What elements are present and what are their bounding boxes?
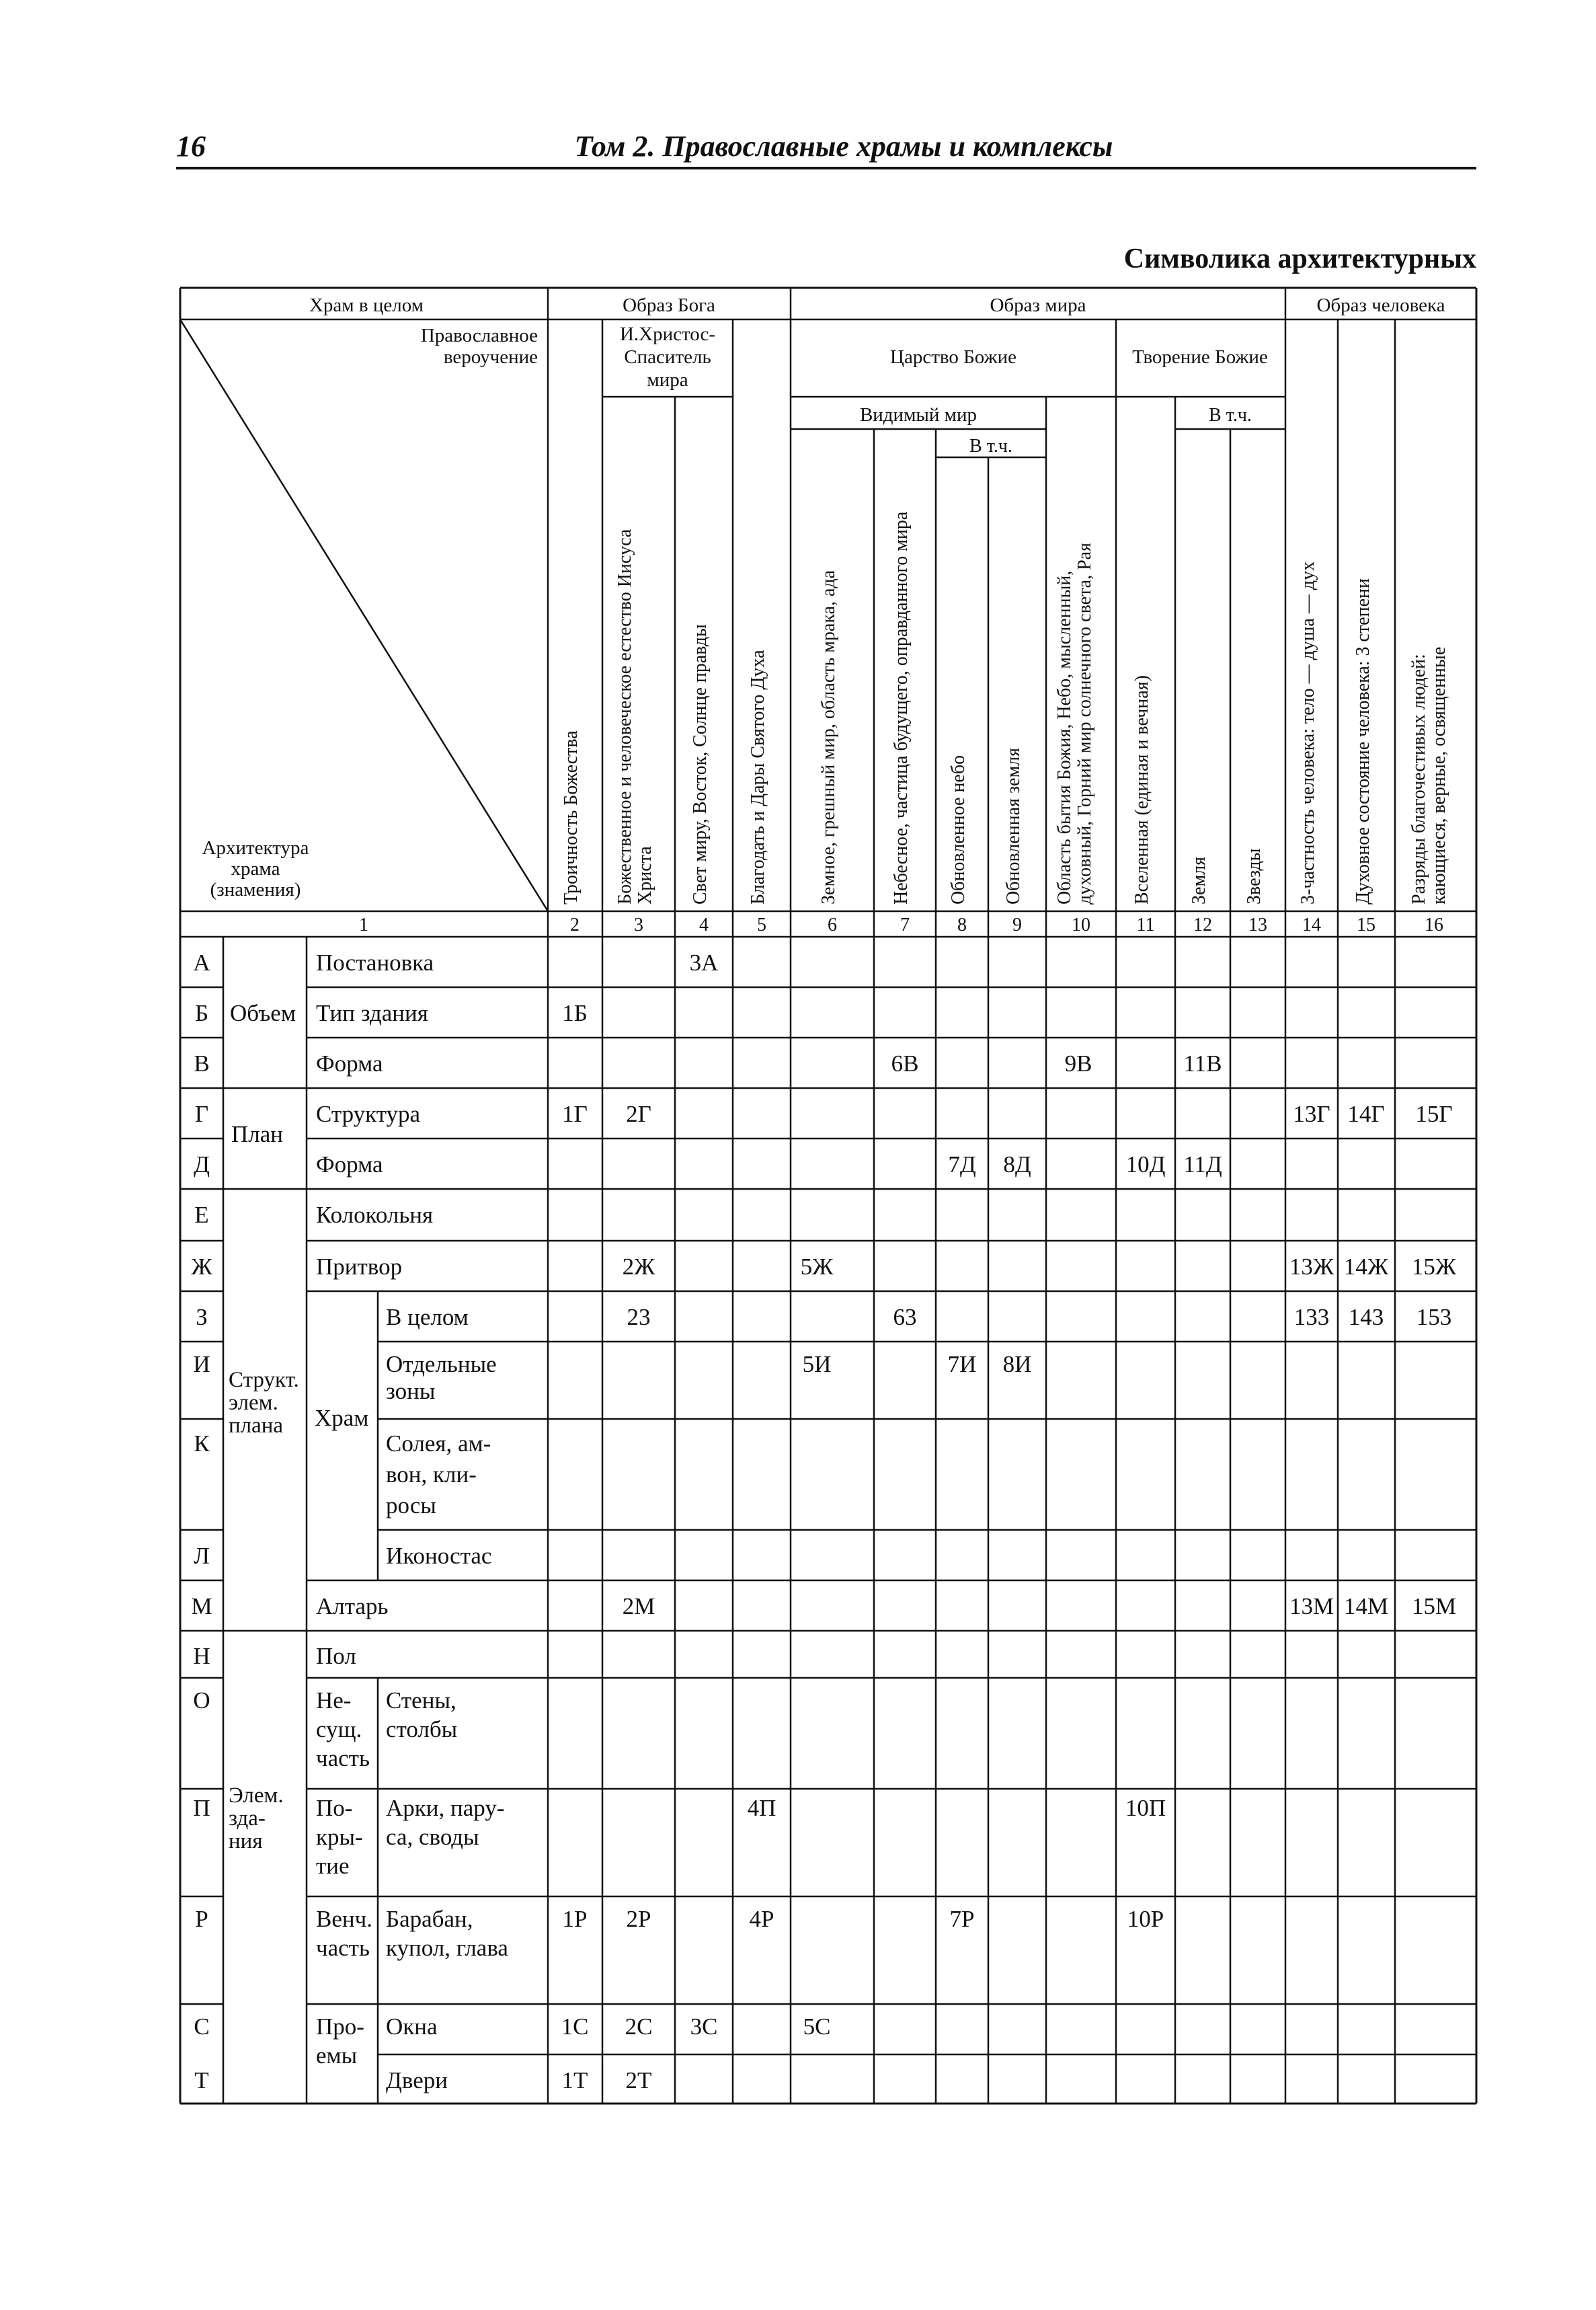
label-nesush-2: сущ. [316, 1716, 362, 1742]
cell-value: 1С [561, 2013, 589, 2040]
column-header-vertical: Божественное и человеческое естество Иисуса [614, 529, 635, 904]
cell-value: 2Т [625, 2067, 652, 2093]
column-header-vertical: Троичность Божества [561, 730, 582, 904]
column-header-vertical: Земное, грешный мир, область мрака, ада [818, 570, 839, 904]
row-letters [191, 950, 212, 2093]
label-baraban-2: купол, глава [386, 1935, 508, 1961]
section-title: Символика архитектурных [1123, 243, 1476, 274]
cell-value: 10Р [1127, 1906, 1164, 1932]
christ-1: И.Христос- [619, 323, 716, 345]
cell-value: 14Ж [1343, 1254, 1389, 1280]
label-nesush-1: Не- [316, 1687, 352, 1714]
creation-of-god: Творение Божие [1132, 346, 1268, 368]
column-header-vertical: кающиеся, верные, освященные [1429, 646, 1449, 904]
cell-value: 10П [1125, 1795, 1166, 1821]
column-number: 6 [828, 915, 837, 935]
cell-values [561, 950, 1457, 2093]
row-letter: Р [195, 1906, 208, 1932]
cell-value: 10Д [1125, 1151, 1166, 1178]
label-otdelnye-zony-1: Отдельные [386, 1351, 497, 1377]
column-number: 3 [634, 915, 643, 935]
column-number: 14 [1302, 915, 1321, 935]
group-building-2: зда- [229, 1806, 266, 1831]
row-letter: Б [194, 1000, 209, 1026]
label-proemy-1: Про- [316, 2013, 364, 2040]
label-dveri: Двери [386, 2067, 448, 2093]
column-header-vertical: Обновленное небо [948, 755, 969, 904]
label-vench-2: часть [316, 1935, 370, 1961]
cell-value: 8И [1002, 1351, 1032, 1377]
label-forma-v: Форма [316, 1050, 383, 1077]
cell-value: 23 [627, 1304, 651, 1330]
column-number: 12 [1193, 915, 1212, 935]
including-a: В т.ч. [969, 436, 1012, 457]
row-letter: Г [194, 1101, 209, 1127]
cell-value: 153 [1416, 1304, 1452, 1330]
group-volume: Объем [230, 1000, 296, 1026]
cell-value: 11Д [1183, 1151, 1222, 1178]
label-arki-2: са, своды [386, 1824, 479, 1850]
cell-value: 13Г [1293, 1101, 1330, 1127]
column-header-vertical: Обновленная земля [1003, 747, 1024, 904]
label-forma-d: Форма [316, 1151, 383, 1178]
cell-value: 14Г [1347, 1101, 1385, 1127]
including-b: В т.ч. [1209, 405, 1252, 426]
volume-title: Том 2. Православные храмы и комплексы [574, 130, 1113, 163]
row-letter: Е [194, 1202, 209, 1228]
label-postanovka: Постановка [316, 950, 434, 976]
cell-value: 13Ж [1289, 1254, 1334, 1280]
group-temple-whole: Храм в целом [309, 295, 424, 316]
row-letter: М [191, 1593, 212, 1619]
row-letter: Т [194, 2067, 209, 2093]
group-plan: План [231, 1121, 284, 1147]
label-nesush-3: часть [316, 1745, 370, 1771]
kingdom-of-god: Царство Божие [890, 346, 1016, 368]
corner-bottom-3: (знамения) [210, 879, 301, 900]
label-struktura: Структура [316, 1101, 421, 1127]
column-header-vertical: Земля [1189, 856, 1209, 904]
row-letter: Л [194, 1543, 210, 1569]
label-steny-1: Стены, [386, 1687, 456, 1714]
group-struct-3: плана [229, 1414, 284, 1438]
column-number: 5 [757, 915, 766, 935]
group-temple: Храм [315, 1405, 369, 1431]
cell-value: 15Ж [1411, 1254, 1457, 1280]
row-labels [316, 950, 508, 2093]
cell-value: 143 [1348, 1304, 1384, 1330]
column-number: 1 [359, 915, 368, 935]
cell-value: 63 [893, 1304, 917, 1330]
column-header-vertical: Духовное состояние человека: 3 степени [1353, 578, 1373, 904]
column-number: 8 [957, 915, 967, 935]
label-pokrytie-3: тие [316, 1853, 350, 1879]
label-steny-2: столбы [386, 1716, 458, 1742]
label-okna: Окна [386, 2013, 438, 2040]
label-proemy-2: емы [316, 2042, 358, 2069]
label-pokrytie-2: кры- [316, 1824, 363, 1850]
cell-value: 6В [891, 1050, 919, 1077]
row-letter: П [193, 1795, 210, 1821]
column-header-vertical: Небесное, частица будущего, оправданного мира [891, 511, 912, 904]
row-letter: З [196, 1304, 208, 1330]
row-letter: И [193, 1351, 210, 1377]
cell-value: 8Д [1003, 1151, 1031, 1178]
christ-2: Спаситель [624, 346, 711, 368]
group-struct-2: элем. [229, 1391, 278, 1415]
group-image-world: Образ мира [990, 295, 1086, 316]
row-letter: О [193, 1687, 210, 1714]
cell-value: 2Р [626, 1906, 651, 1932]
column-header-vertical: Разряды благочестивых людей: [1408, 654, 1429, 904]
cell-value: 5С [803, 2013, 831, 2040]
cell-value: 1Б [562, 1000, 588, 1026]
table-grid [180, 288, 1476, 2104]
column-header-vertical: Христа [635, 846, 655, 904]
label-v-celom: В целом [386, 1304, 469, 1330]
column-number: 7 [900, 915, 910, 935]
column-number: 2 [570, 915, 580, 935]
label-otdelnye-zony-2: зоны [386, 1378, 436, 1404]
column-number: 4 [699, 915, 709, 935]
group-building-1: Элем. [229, 1783, 284, 1808]
corner-bottom-2: храма [231, 858, 280, 880]
group-image-god: Образ Бога [623, 295, 715, 316]
vertical-headers [561, 511, 1449, 904]
row-letter: А [193, 950, 210, 976]
label-pokrytie-1: По- [316, 1795, 353, 1821]
group-building-3: ния [229, 1829, 263, 1853]
cell-value: 15Г [1415, 1101, 1453, 1127]
cell-value: 5Ж [800, 1254, 834, 1280]
cell-value: 2Ж [622, 1254, 655, 1280]
column-number: 13 [1248, 915, 1267, 935]
column-header-vertical: Область бытия Божия, Небо, мысленный, [1054, 570, 1075, 904]
label-altar: Алтарь [316, 1593, 389, 1619]
cell-value: 5И [802, 1351, 832, 1377]
visible-world: Видимый мир [859, 404, 977, 426]
cell-value: 11В [1183, 1050, 1222, 1077]
label-soleya-3: росы [386, 1492, 436, 1518]
label-kolokolnya: Колокольня [316, 1202, 434, 1228]
row-letter: С [194, 2013, 210, 2040]
cell-value: 3С [690, 2013, 718, 2040]
column-header-vertical: Вселенная (единая и вечная) [1131, 675, 1152, 904]
label-ikonostas: Иконостас [386, 1543, 492, 1569]
cell-value: 9В [1064, 1050, 1092, 1077]
label-pol: Пол [316, 1643, 356, 1669]
cell-value: 15М [1411, 1593, 1457, 1619]
column-header-vertical: Свет миру, Восток, Солнце правды [690, 624, 711, 904]
christ-3: мира [647, 369, 688, 391]
corner-top-2: вероучение [443, 346, 538, 368]
cell-value: 2Г [626, 1101, 651, 1127]
cell-value: 4Р [749, 1906, 774, 1932]
cell-value: 7И [947, 1351, 977, 1377]
label-baraban-1: Барабан, [386, 1906, 473, 1932]
cell-value: 7Д [948, 1151, 976, 1178]
column-numbers [359, 915, 1443, 935]
label-soleya-1: Солея, ам- [386, 1430, 491, 1457]
group-image-man: Образ человека [1316, 295, 1445, 316]
column-header-vertical: 3-частность человека: тело — душа — дух [1298, 561, 1318, 904]
cell-value: 1Г [562, 1101, 588, 1127]
label-tip-zdaniya: Тип здания [316, 1000, 428, 1026]
row-letter: Д [194, 1151, 210, 1178]
column-header-vertical: духовный, Горний мир солнечного света, Рая [1074, 543, 1095, 904]
page-number: 16 [176, 130, 206, 163]
row-letter: Ж [191, 1254, 212, 1280]
column-number: 10 [1072, 915, 1090, 935]
column-number: 9 [1012, 915, 1022, 935]
cell-value: 133 [1293, 1304, 1330, 1330]
cell-value: 2М [622, 1593, 655, 1619]
cell-value: 13М [1289, 1593, 1334, 1619]
cell-value: 2С [625, 2013, 653, 2040]
row-letter: В [194, 1050, 210, 1077]
column-number: 15 [1357, 915, 1375, 935]
corner-top-1: Православное [420, 325, 538, 346]
label-arki-1: Арки, пару- [386, 1795, 505, 1821]
label-soleya-2: вон, кли- [386, 1461, 477, 1488]
column-number: 11 [1136, 915, 1155, 935]
label-vench-1: Венч. [316, 1906, 372, 1932]
cell-value: 4П [747, 1795, 776, 1821]
corner-bottom-1: Архитектура [202, 837, 309, 859]
cell-value: 7Р [949, 1906, 975, 1932]
column-header-vertical: Звезды [1244, 848, 1265, 904]
label-pritvor: Притвор [316, 1254, 403, 1280]
cell-value: 14М [1343, 1593, 1389, 1619]
cell-value: 1Р [562, 1906, 588, 1932]
row-letter: К [194, 1430, 210, 1457]
row-letter: Н [193, 1643, 210, 1669]
cell-value: 1Т [561, 2067, 588, 2093]
column-header-vertical: Благодать и Дары Святого Духа [748, 650, 768, 904]
cell-value: 3А [689, 950, 719, 976]
group-struct-1: Структ. [229, 1368, 299, 1392]
column-number: 16 [1425, 915, 1443, 935]
